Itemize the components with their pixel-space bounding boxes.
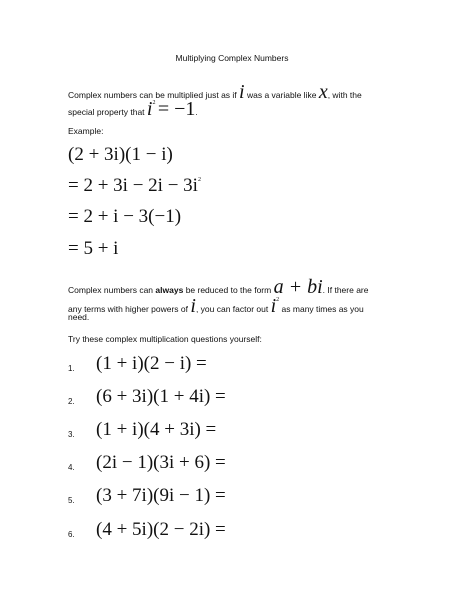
problem-expression-3: (1 + i)(4 + 3i) = xyxy=(96,419,217,440)
reduce-text-4: any terms with higher powers of xyxy=(68,304,188,314)
problem-expression-1: (1 + i)(2 − i) = xyxy=(96,353,207,374)
problem-expression-2: (6 + 3i)(1 + 4i) = xyxy=(96,386,226,407)
intro-text-1: Complex numbers can be multiplied just as if xyxy=(68,90,237,100)
factor-exponent: 2 xyxy=(276,297,280,303)
standard-form: a + bi xyxy=(273,276,323,298)
intro-property-text: special property that xyxy=(68,107,145,117)
variable-i: i xyxy=(239,81,245,103)
reduce-bold-word: always xyxy=(155,285,184,295)
problem-number-1: 1. xyxy=(68,364,75,373)
reduce-line-2 xyxy=(68,295,364,318)
property-exponent: 2 xyxy=(152,100,156,106)
intro-text-3: , with the xyxy=(327,90,362,100)
property-base: i xyxy=(146,98,153,120)
intro-line-2 xyxy=(68,98,198,121)
example-line-1: (2 + 3i)(1 − i) xyxy=(68,144,173,165)
example-line-2-exponent: 2 xyxy=(197,177,201,183)
problem-number-3: 3. xyxy=(68,430,75,439)
reduce-text-5: , you can factor out xyxy=(195,304,269,314)
problem-number-6: 6. xyxy=(68,530,75,539)
reduce-text-1: Complex numbers can xyxy=(68,285,154,295)
property-period: . xyxy=(195,107,198,117)
problem-expression-5: (3 + 7i)(9i − 1) = xyxy=(96,485,226,506)
example-line-4: = 5 + i xyxy=(68,238,119,259)
reduce-variable-i: i xyxy=(190,295,196,317)
factor-base: i xyxy=(270,295,277,317)
problem-number-2: 2. xyxy=(68,397,75,406)
example-line-3: = 2 + i − 3(−1) xyxy=(68,206,182,227)
reduce-text-2: be reduced to the form xyxy=(185,285,272,295)
problem-number-5: 5. xyxy=(68,496,75,505)
reduce-text-6: as many times as you xyxy=(281,304,364,314)
try-instructions: Try these complex multiplication questions yourself: xyxy=(68,334,262,344)
problem-expression-6: (4 + 5i)(2 − 2i) = xyxy=(96,519,226,540)
property-value: = −1 xyxy=(157,98,196,120)
page-title: Multiplying Complex Numbers xyxy=(175,53,289,63)
problem-number-4: 4. xyxy=(68,463,75,472)
reduce-line-3: need. xyxy=(68,312,90,322)
example-line-2-text: = 2 + 3i − 2i − 3i xyxy=(68,175,198,196)
reduce-text-3: . If there are xyxy=(322,285,369,295)
problem-expression-4: (2i − 1)(3i + 6) = xyxy=(96,452,226,473)
intro-text-2: was a variable like xyxy=(246,90,317,100)
variable-x: x xyxy=(318,81,328,103)
example-line-2 xyxy=(68,175,201,197)
example-label: Example: xyxy=(68,126,104,136)
